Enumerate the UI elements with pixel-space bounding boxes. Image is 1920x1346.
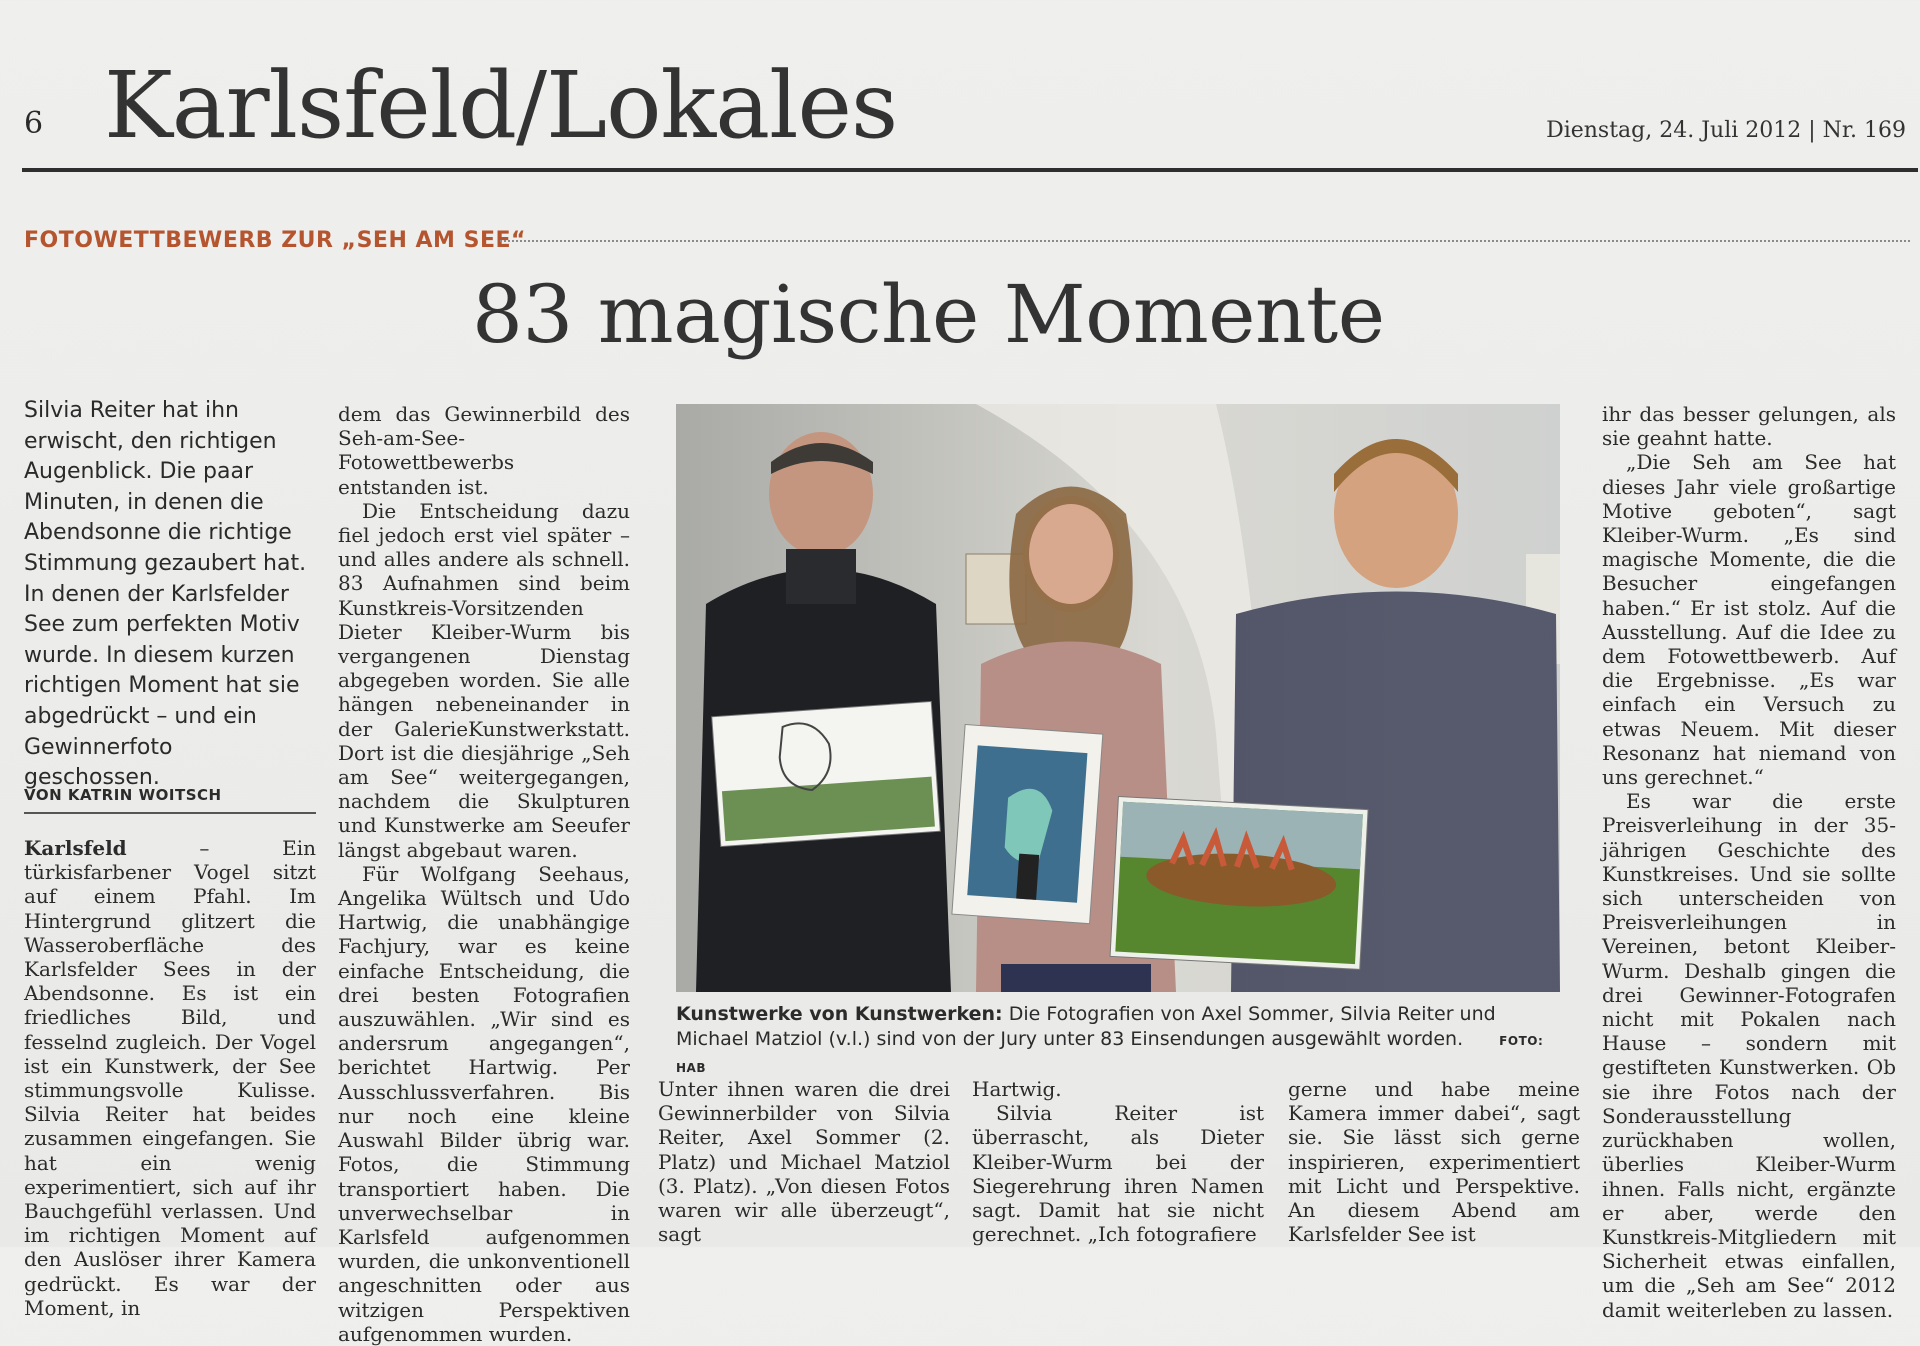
section-title: Karlsfeld/Lokales [104, 52, 898, 159]
body-paragraph: „Die Seh am See hat dieses Jahr viele großartige Motive geboten“, sagt Kleiber-Wurm. „Es sind magische Momente, die die Besucher eingefangen haben.“ Er ist stolz. Auf die Ausstellung. Auf die Idee zu dem Fotowettbewerb. Auf die Ergebnisse. „Es war einfach ein Versuch zu etwas Neuem. Mit dieser Resonanz hat niemand von uns gerechnet.“ [1602, 450, 1896, 790]
photo-caption [676, 1002, 1560, 1081]
body-paragraph: Silvia Reiter ist überrascht, als Dieter Kleiber-Wurm bei der Siegerehrung ihren Namen sagt. Damit hat sie nicht gerechnet. „Ich fotografiere [972, 1101, 1264, 1247]
text-column-6 [1602, 402, 1896, 1322]
text-column-2 [338, 402, 630, 1346]
header-rule [22, 168, 1918, 172]
headline: 83 magische Momente [472, 268, 1385, 361]
issue-date: Dienstag, 24. Juli 2012 | Nr. 169 [1546, 118, 1906, 143]
caption-text: Die Fotografien von Axel Sommer, Silvia Reiter und Michael Matziol (v.l.) sind von der Jury unter 83 Einsendungen ausgewählt worden. [676, 1003, 1496, 1050]
page-number: 6 [24, 106, 44, 141]
body-paragraph: Unter ihnen waren die drei Gewinnerbilder von Silvia Reiter, Axel Sommer (2. Platz) und Michael Matziol (3. Platz). „Von diesen Fotos waren wir alle überzeugt“, sagt [658, 1077, 950, 1247]
body-paragraph: gerne und habe meine Kamera immer dabei“, sagt sie. Sie lässt sich gerne inspirieren, experimentiert mit Licht und Perspektive. An diesem Abend am Karlsfelder See ist [1288, 1077, 1580, 1247]
dateline: Karlsfeld [24, 836, 127, 860]
body-paragraph: ihr das besser gelungen, als sie geahnt hatte. [1602, 402, 1896, 451]
kicker-rule [500, 240, 1910, 242]
photo-jury-winners [676, 404, 1560, 992]
body-paragraph: Es war die erste Preisverleihung in der 35-jährigen Geschichte des Kunstkreises. Und sie sollte sich unterscheiden von Preisverleihungen in Vereinen, betont Kleiber-Wurm. Deshalb gingen die drei Gewinner-Fotografen nicht mit Pokalen nach Hause – sondern mit gestifteten Kunstwerken. Ob sie ihre Fotos nach der Sonderausstellung zurückhaben wollen, überlies Kleiber-Wurm ihnen. Falls nicht, ergänzte er aber, werde den Kunstkreis-Mitgliedern mit Sicherheit etwas einfallen, um die „Seh am See“ 2012 damit weiterleben zu lassen. [1602, 789, 1896, 1322]
body-paragraph: Hartwig. [972, 1077, 1062, 1101]
photo-credit: FOTO: HAB [676, 1034, 1544, 1075]
text-column-1 [24, 836, 316, 1320]
kicker: FOTOWETTBEWERB ZUR „SEH AM SEE“ [24, 228, 526, 253]
article-photo [676, 404, 1560, 992]
body-paragraph: Karlsfeld – Ein türkisfarbener Vogel sitzt auf einem Pfahl. Im Hintergrund glitzert die Wasseroberfläche des Karlsfelder Sees in der Abendsonne. Es ist ein friedliches Bild, und fesselnd zugleich. Der Vogel ist ein Kunstwerk, der See stimmungsvolle Kulisse. Silvia Reiter hat beides zusammen eingefangen. Sie hat ein wenig experimentiert, sich auf ihr Bauchgefühl verlassen. Und im richtigen Moment auf den Auslöser ihrer Kamera gedrückt. Es war der Moment, in [24, 836, 316, 1320]
byline: VON KATRIN WOITSCH [24, 786, 316, 814]
body-paragraph: Für Wolfgang Seehaus, Angelika Wültsch und Udo Hartwig, die unabhängige Fachjury, war es keine einfache Entscheidung, die drei besten Fotografien auszuwählen. „Wir sind es andersrum angegangen“, berichtet Hartwig. Per Ausschlussverfahren. Bis nur noch eine kleine Auswahl Bilder übrig war. Fotos, die Stimmung transportiert haben. Die unverwechselbar in Karlsfeld aufgenommen wurden, die unkonventionell angeschnitten oder aus witzigen Perspektiven aufgenommen wurden. [338, 861, 630, 1346]
caption-title: Kunstwerke von Kunstwerken: [676, 1003, 1003, 1025]
body-paragraph: dem das Gewinnerbild des Seh-am-See-Fotowettbewerbs entstanden ist. [338, 402, 630, 499]
text-column-5 [1288, 1077, 1580, 1246]
body-paragraph: Die Entscheidung dazu fiel jedoch erst viel später – und alles andere als schnell. 83 Aufnahmen sind beim Kunstkreis-Vorsitzenden Dieter Kleiber-Wurm bis vergangenen Dienstag abgegeben worden. Sie alle hängen nebeneinander in der GalerieKunstwerkstatt. Dort ist die diesjährige „Seh am See“ weitergegangen, nachdem die Skulpturen und Kunstwerke am Seeufer längst abgebaut waren. [338, 498, 630, 862]
lead-paragraph: Silvia Reiter hat ihn erwischt, den richtigen Augenblick. Die paar Minuten, in denen die Abendsonne die richtige Stimmung gezaubert hat. In denen der Karlsfelder See zum perfekten Motiv wurde. In diesem kurzen richtigen Moment hat sie abgedrückt – und ein Gewinnerfoto geschossen. [24, 398, 307, 791]
text-column-4 [972, 1077, 1264, 1246]
text-column-3 [658, 1077, 950, 1246]
